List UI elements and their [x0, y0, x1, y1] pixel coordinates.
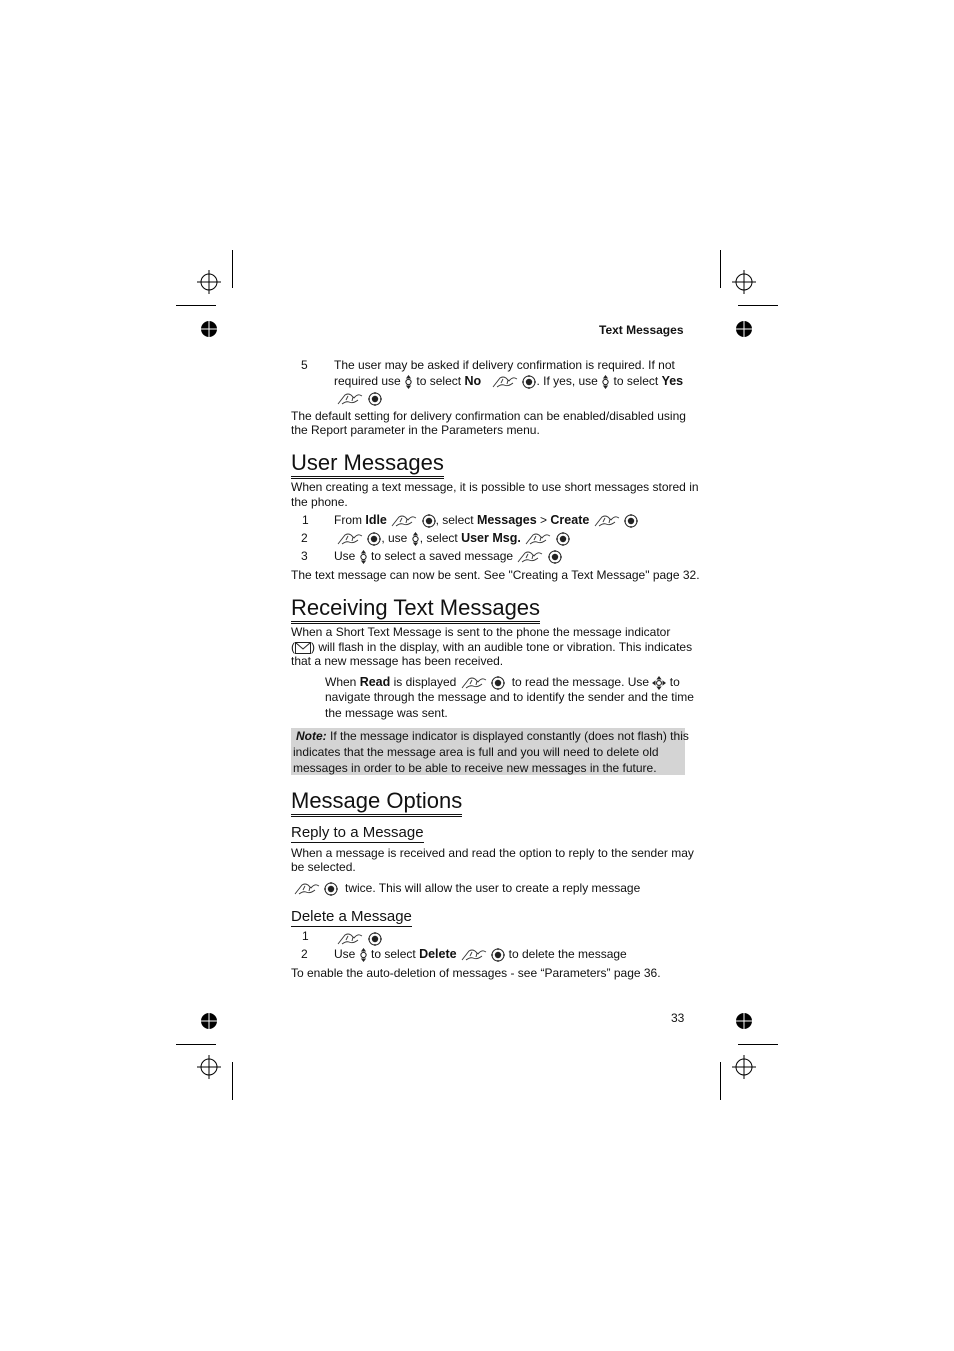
step-number: 2	[301, 947, 308, 961]
user-messages-after: The text message can now be sent. See "Creating a Text Message" page 32.	[291, 568, 700, 582]
registration-dot-icon	[200, 320, 218, 338]
registration-dot-icon	[735, 320, 753, 338]
up-down-nav-icon	[359, 948, 368, 962]
page-number: 33	[671, 1011, 685, 1025]
section-title-receiving: Receiving Text Messages	[291, 595, 541, 620]
receiving-line1: When a Short Text Message is sent to the phone the message indicator	[291, 625, 671, 639]
menu-key-icon	[336, 532, 364, 546]
ok-key-icon	[491, 676, 505, 690]
read-instruction-line3: the message was sent.	[325, 706, 448, 720]
ok-key-icon	[422, 514, 436, 528]
menu-key-icon	[593, 514, 621, 528]
registration-mark-icon	[732, 1055, 756, 1079]
ok-key-icon	[368, 932, 382, 946]
step-number: 3	[301, 549, 308, 563]
ok-key-icon	[624, 514, 638, 528]
step5-line1: The user may be asked if delivery confirmation is required. If not	[334, 358, 675, 372]
default-setting-line1: The default setting for delivery confirmation can be enabled/disabled using	[291, 409, 686, 423]
reply-step: twice. This will allow the user to create a reply message	[293, 881, 640, 896]
section-title-user-messages: User Messages	[291, 450, 444, 475]
user-messages-intro-line2: the phone.	[291, 495, 348, 509]
registration-mark-icon	[197, 1055, 221, 1079]
menu-key-icon	[524, 532, 552, 546]
ok-key-icon	[367, 532, 381, 546]
step5-keys	[336, 390, 382, 408]
user-messages-step2: , use , select User Msg.	[336, 531, 570, 546]
up-down-nav-icon	[359, 550, 368, 564]
step-number: 2	[301, 531, 308, 545]
user-messages-step1: From Idle , select Messages > Create	[334, 513, 638, 528]
user-messages-intro-line1: When creating a text message, it is possible to use short messages stored in	[291, 480, 699, 494]
delete-step1-keys	[336, 930, 382, 948]
note-line2: indicates that the message area is full and you will need to delete old	[293, 745, 659, 759]
registration-mark-icon	[197, 270, 221, 294]
note-box	[291, 728, 689, 775]
step5-line2: required use to select No . If yes, use to select Yes	[334, 374, 684, 388]
up-down-nav-icon	[404, 375, 413, 389]
subsection-title-delete: Delete a Message	[291, 908, 412, 925]
reply-line2: be selected.	[291, 860, 356, 874]
envelope-icon	[295, 642, 311, 654]
reply-line1: When a message is received and read the option to reply to the sender may	[291, 846, 694, 860]
default-setting-line2: the Report parameter in the Parameters menu.	[291, 423, 540, 437]
running-header: Text Messages	[599, 323, 684, 337]
note-line1: Note: If the message indicator is displayed constantly (does not flash) this	[296, 729, 689, 743]
registration-dot-icon	[735, 1012, 753, 1030]
step-number: 1	[302, 929, 309, 943]
four-way-nav-icon	[652, 676, 666, 690]
read-instruction-line2: navigate through the message and to identify the sender and the time	[325, 690, 694, 704]
receiving-line3: that a new message has been received.	[291, 654, 504, 668]
ok-key-icon	[522, 375, 536, 389]
user-messages-step3: Use to select a saved message	[334, 549, 562, 564]
ok-key-icon	[368, 392, 382, 406]
section-title-message-options: Message Options	[291, 788, 463, 813]
menu-key-icon	[460, 676, 488, 690]
menu-key-icon	[460, 948, 488, 962]
registration-dot-icon	[200, 1012, 218, 1030]
note-line3: messages in order to be able to receive new messages in the future.	[293, 761, 657, 775]
up-down-nav-icon	[411, 532, 420, 546]
menu-key-icon	[336, 392, 364, 406]
ok-key-icon	[556, 532, 570, 546]
menu-key-icon	[491, 375, 519, 389]
ok-key-icon	[324, 882, 338, 896]
ok-key-icon	[548, 550, 562, 564]
menu-key-icon	[336, 932, 364, 946]
menu-key-icon	[516, 550, 544, 564]
up-down-nav-icon	[601, 375, 610, 389]
subsection-title-reply: Reply to a Message	[291, 824, 424, 841]
menu-key-icon	[293, 882, 321, 896]
receiving-line2: ( ) will flash in the display, with an audible tone or vibration. This indicates	[291, 640, 693, 654]
step-number: 5	[301, 358, 308, 372]
menu-key-icon	[390, 514, 418, 528]
registration-mark-icon	[732, 270, 756, 294]
auto-delete-note: To enable the auto-deletion of messages - see “Parameters” page 36.	[291, 966, 661, 980]
read-instruction-line1: When Read is displayed to read the message. Use to	[325, 675, 680, 689]
ok-key-icon	[491, 948, 505, 962]
delete-step2: Use to select Delete to delete the message	[334, 947, 627, 961]
step-number: 1	[302, 513, 309, 527]
